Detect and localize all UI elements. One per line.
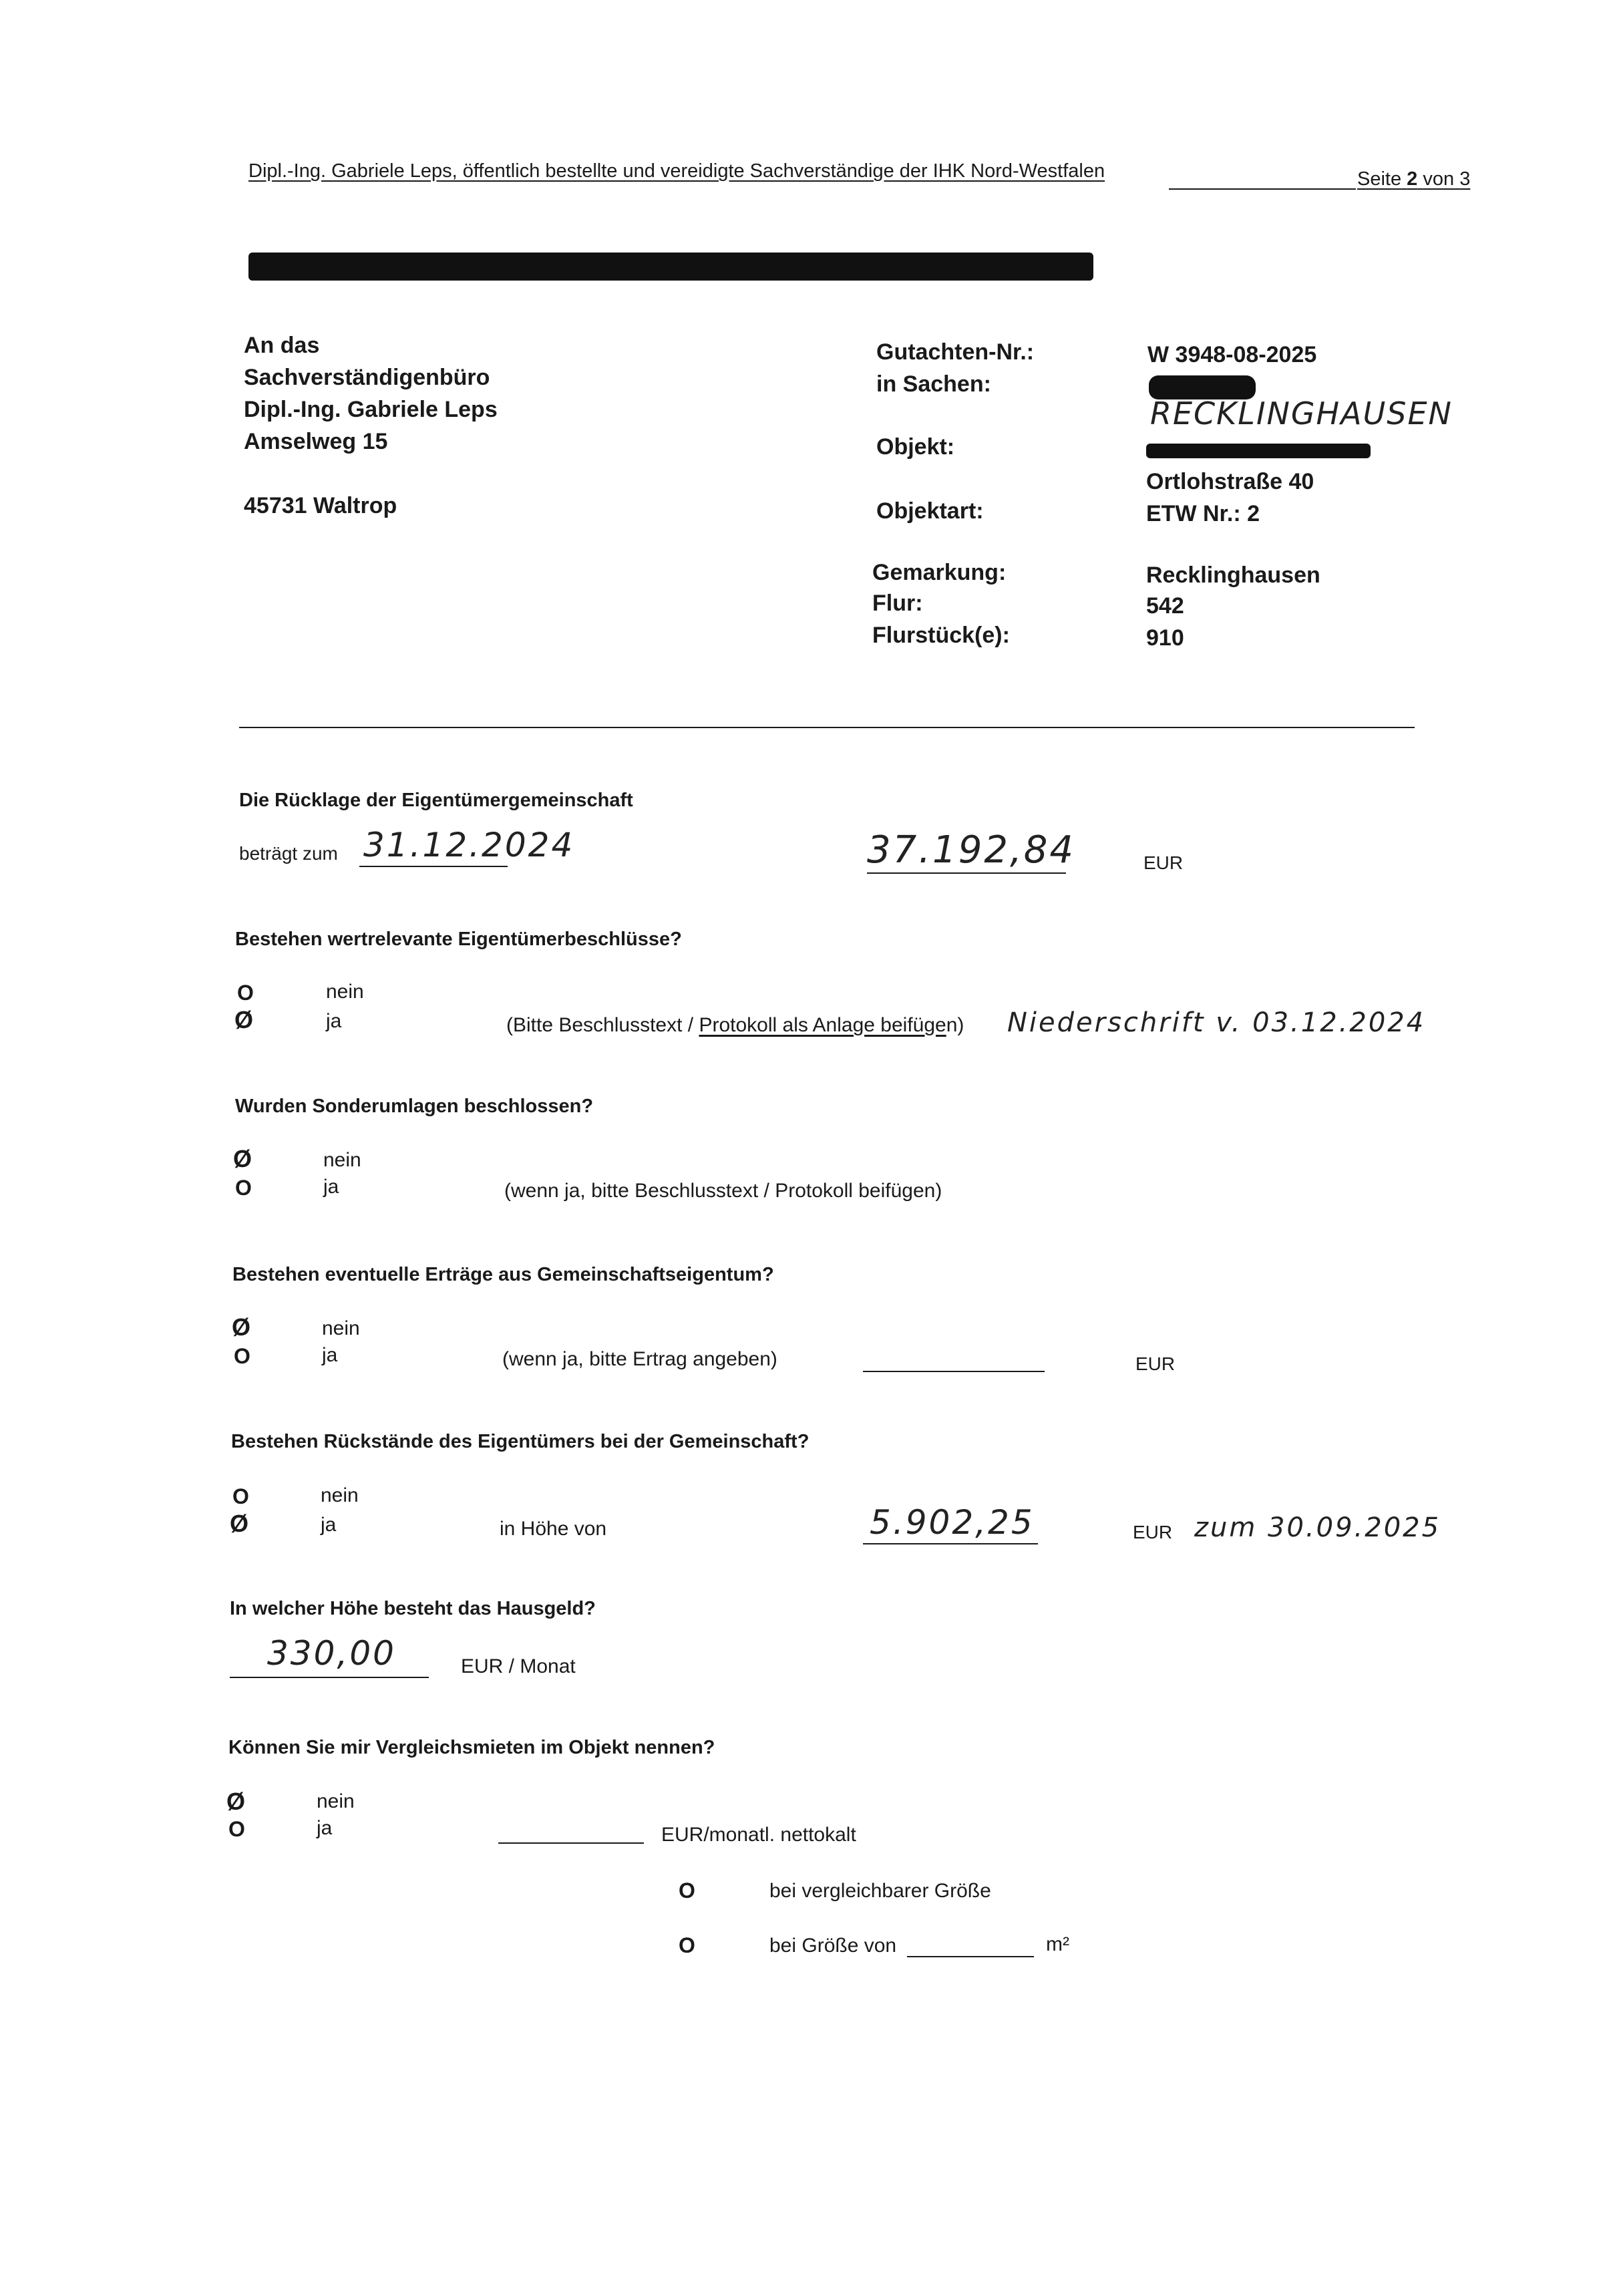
rents-sub2-label: bei Größe von [769,1935,897,1957]
arrears-date-handwritten: zum 30.09.2025 [1194,1512,1441,1543]
resolutions-yes-label: ja [326,1010,342,1032]
header-rule [1169,188,1356,190]
rents-amount-blank [498,1842,644,1844]
resolutions-no-label: nein [326,981,364,1003]
resolutions-note [506,1014,964,1037]
object-type-label: Objektart: [876,498,984,524]
arrears-amount-value: 5.902,25 [870,1503,1035,1542]
income-question: Bestehen eventuelle Erträge aus Gemeinschaftseigentum? [232,1264,774,1285]
resolutions-no-circle: O [237,981,254,1005]
rents-size-blank [907,1956,1034,1957]
page-label: Seite [1357,168,1402,190]
income-yes-circle: O [234,1344,250,1368]
arrears-question: Bestehen Rückstände des Eigentümers bei der Gemeinschaft? [231,1431,810,1452]
rents-yes-label: ja [317,1817,333,1839]
reserve-date-label: beträgt zum [239,843,338,864]
income-currency: EUR [1135,1353,1176,1374]
special-levies-no-label: nein [323,1149,361,1171]
resolutions-question: Bestehen wertrelevante Eigentümerbeschlüsse? [235,929,682,950]
special-levies-no-checkmark: Ø [233,1145,252,1172]
resolutions-note-suffix: n) [946,1014,964,1036]
object-address: Ortlohstraße 40 [1146,469,1314,494]
reserve-heading: Die Rücklage der Eigentümergemeinschaft [239,790,633,811]
gemarkung-label: Gemarkung: [872,560,1007,585]
object-type-value: ETW Nr.: 2 [1146,501,1260,526]
rents-no-label: nein [317,1790,355,1812]
rents-sub1-circle: O [679,1878,695,1903]
income-note: (wenn ja, bitte Ertrag angeben) [502,1348,777,1370]
flurstueck-label: Flurstück(e): [872,623,1010,648]
report-no-value: W 3948-08-2025 [1147,342,1317,367]
resolutions-note-prefix: (Bitte Beschlusstext / [506,1014,699,1036]
recipient-city: 45731 Waltrop [244,493,397,518]
report-no-label: Gutachten-Nr.: [876,339,1035,365]
recipient-street: Amselweg 15 [244,429,388,454]
reserve-amount-value: 37.192,84 [867,828,1076,872]
hausgeld-unit: EUR / Monat [461,1655,576,1677]
recipient-line3: Dipl.-Ing. Gabriele Leps [244,397,498,422]
income-no-label: nein [322,1317,360,1339]
recipient-line1: An das [244,333,320,358]
resolutions-handwritten: Niederschrift v. 03.12.2024 [1007,1007,1426,1038]
expert-header-text: Dipl.-Ing. Gabriele Leps, öffentlich bestellte und vereidigte Sachverständige der IHK Nord-Westfalen [248,160,1105,182]
resolutions-yes-checkmark: Ø [234,1006,254,1033]
object-label: Objekt: [876,434,955,460]
special-levies-yes-circle: O [235,1176,252,1200]
page-total: 3 [1459,168,1471,190]
rents-no-checkmark: Ø [226,1788,246,1815]
flurstueck-value: 910 [1146,625,1184,651]
special-levies-note: (wenn ja, bitte Beschlusstext / Protokoll beifügen) [504,1180,942,1202]
matter-label: in Sachen: [876,371,991,397]
rents-unit: EUR/monatl. nettokalt [661,1824,856,1846]
matter-handwritten: RECKLINGHAUSEN [1150,395,1453,432]
expert-header-line [248,160,1105,182]
gemarkung-value: Recklinghausen [1146,562,1320,588]
income-yes-label: ja [322,1344,338,1366]
reserve-date-rule [359,866,508,867]
object-redaction [1146,444,1371,458]
section-separator [239,727,1415,728]
rents-sub-unit: m² [1046,1933,1069,1955]
flur-value: 542 [1146,593,1184,619]
hausgeld-amount-value: 330,00 [267,1634,396,1673]
arrears-yes-checkmark: Ø [230,1510,249,1537]
page-current: 2 [1407,168,1418,190]
special-levies-question: Wurden Sonderumlagen beschlossen? [235,1096,594,1117]
income-amount-blank [863,1371,1045,1372]
arrears-amount-label: in Höhe von [500,1518,607,1540]
rents-question: Können Sie mir Vergleichsmieten im Objekt nennen? [228,1737,715,1758]
resolutions-note-underlined: Protokoll als Anlage beifüge [699,1014,946,1036]
flur-label: Flur: [872,591,923,616]
reserve-currency: EUR [1143,852,1184,873]
rents-sub1-label: bei vergleichbarer Größe [769,1880,991,1902]
reserve-date-value: 31.12.2024 [363,826,575,864]
rents-yes-circle: O [228,1817,245,1841]
arrears-currency: EUR [1133,1522,1173,1542]
rents-sub2-circle: O [679,1933,695,1957]
hausgeld-question: In welcher Höhe besteht das Hausgeld? [230,1598,596,1619]
arrears-no-label: nein [321,1484,359,1506]
reserve-amount-rule [867,872,1066,874]
page-indicator [1357,168,1470,190]
arrears-yes-label: ja [321,1514,337,1536]
income-no-checkmark: Ø [232,1313,251,1341]
hausgeld-amount-rule [230,1677,429,1678]
arrears-no-circle: O [232,1484,249,1508]
page-sep: von [1423,168,1455,190]
redaction-bar [248,253,1093,281]
recipient-line2: Sachverständigenbüro [244,365,490,390]
special-levies-yes-label: ja [323,1176,339,1198]
arrears-amount-rule [863,1543,1038,1544]
